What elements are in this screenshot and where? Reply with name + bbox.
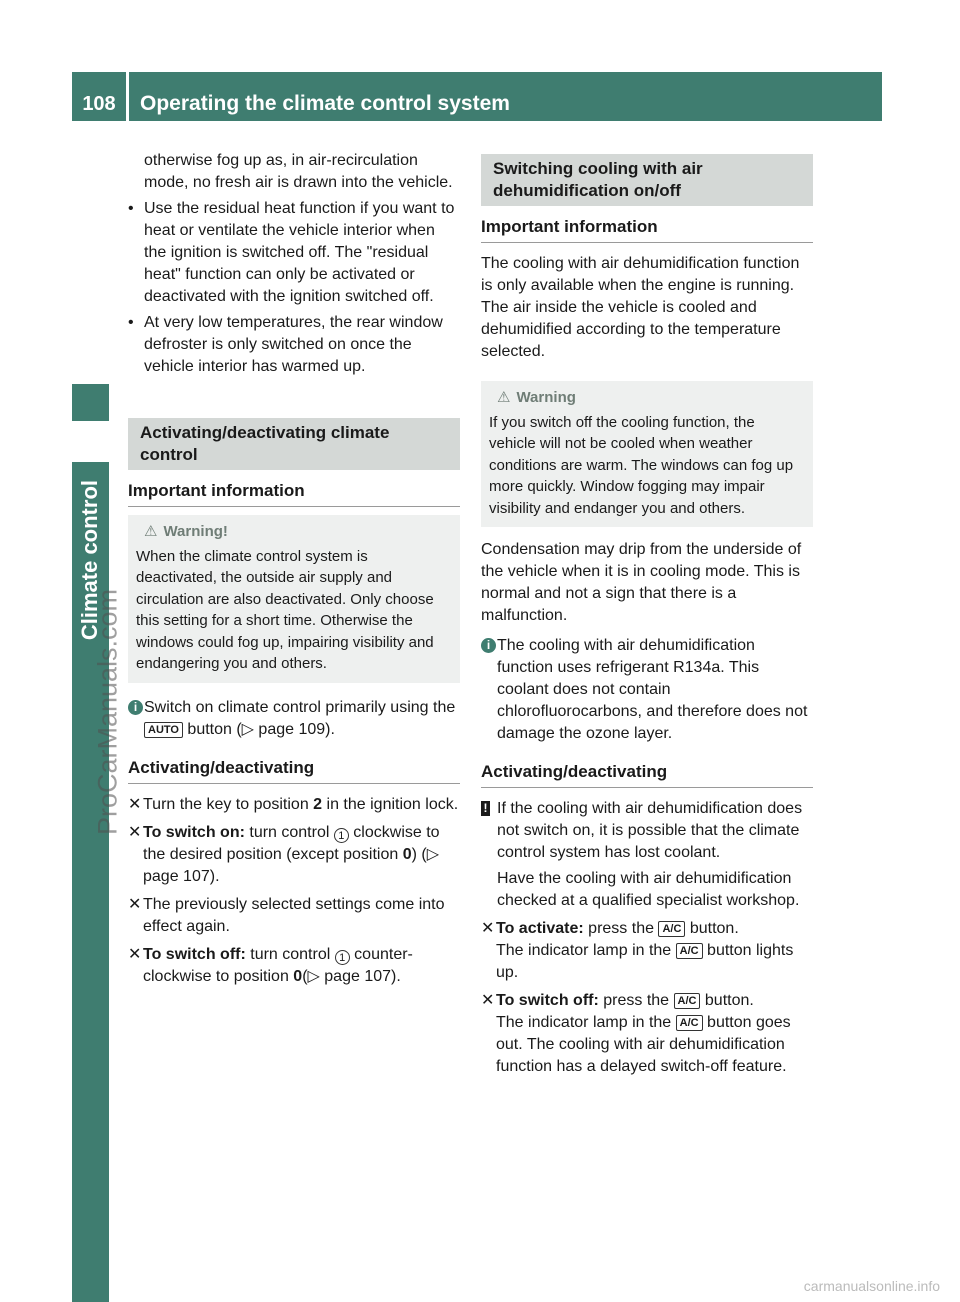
warning-triangle-icon: ⚠ [144,523,158,540]
info-icon: i [481,638,496,653]
info-note: i Switch on climate control primarily using the AUTO button (▷ page 109). [128,697,460,741]
bullet-icon: • [128,314,134,331]
warning-box [128,515,460,683]
step-arrow-icon: ✕ [128,823,142,841]
ac-button-icon: A/C [674,993,701,1009]
step-arrow-icon: ✕ [128,895,142,913]
step-item: ✕ To switch on: turn control 1 clockwise to the desired position (except position 0) (▷ page 107). [128,823,440,885]
list-item: • At very low temperatures, the rear window defroster is only switched on once the vehicle interior has warmed up. [128,314,443,375]
subheading-activating: Activating/deactivating [128,757,460,784]
header-divider [126,72,129,121]
subheading-important: Important information [128,480,460,507]
control-1-icon: 1 [335,950,350,965]
warning-triangle-icon: ⚠ [497,389,511,406]
side-tab-marker [72,384,109,421]
auto-button-icon: AUTO [144,722,183,738]
paragraph: Condensation may drip from the underside of the vehicle when it is in cooling mode. This is normal and not a sign that there is a malfunction. [481,541,802,624]
info-note: i The cooling with air dehumidification function uses refrigerant R134a. This coolant does not contain chlorofluorocarbons, and therefore does not damage the ozone layer. [481,635,813,745]
ac-button-icon: A/C [658,921,685,937]
subheading-activating: Activating/deactivating [481,761,813,788]
list-item: • Use the residual heat function if you want to heat or ventilate the vehicle interior when the ignition is switched off. The "residual heat" function can only be activated or deactivated with the ignition switched off. [128,200,455,305]
page-title: Operating the climate control system [140,92,510,115]
page-number: 108 [82,93,116,115]
step-item: ✕ The previously selected settings come into effect again. [128,895,445,935]
alert-note: ! If the cooling with air dehumidification does not switch on, it is possible that the climate control system has lost coolant. Have the cooling with air dehumidification checked at a qualified specialist workshop. [481,798,813,912]
warning-text: When the climate control system is deactivated, the outside air supply and circulation are also deactivated. Only choose this setting for a short time. Otherwise the windows could fog up, impairing visibility and endangering you and others. [136,547,434,672]
subheading-important: Important information [481,216,813,243]
intro-continued: otherwise fog up as, in air-recirculation mode, no fresh air is drawn into the vehicle. [144,152,453,191]
step-item: ✕ To switch off: press the A/C button. The indicator lamp in the A/C button goes out. The cooling with air dehumidification function has a delayed switch-off feature. [481,992,791,1075]
step-arrow-icon: ✕ [128,945,142,963]
step-item: ✕ Turn the key to position 2 in the ignition lock. [128,794,460,816]
section-heading: Switching cooling with air dehumidification on/off [481,154,813,206]
warning-title: ⚠ Warning [489,387,805,409]
step-item: ✕ To activate: press the A/C button. The indicator lamp in the A/C button lights up. [481,920,794,981]
warning-title: ⚠ Warning! [136,521,452,543]
info-icon: i [128,700,143,715]
step-item: ✕ To switch off: turn control 1 counter-clockwise to position 0(▷ page 107). [128,945,413,985]
ac-button-icon: A/C [676,943,703,959]
right-column [481,154,813,1084]
bullet-icon: • [128,200,134,217]
step-arrow-icon: ✕ [128,795,142,813]
step-arrow-icon: ✕ [481,992,495,1009]
bottom-watermark: carmanualsonline.info [803,1278,940,1294]
ac-button-icon: A/C [676,1015,703,1031]
exclamation-icon: ! [481,801,490,816]
paragraph: The cooling with air dehumidification function is only available when the engine is running. The air inside the vehicle is cooled and dehumidified according to the temperature selected. [481,255,800,360]
left-column [128,150,460,994]
section-heading: Activating/deactivating climate control [128,418,460,470]
warning-box [481,381,813,527]
control-1-icon: 1 [334,828,349,843]
warning-text: If you switch off the cooling function, the vehicle will not be cooled when weather conditions are warm. The windows can fog up more quickly. Window fogging may impair visibility and endanger you and others. [489,413,794,517]
step-arrow-icon: ✕ [481,920,495,937]
